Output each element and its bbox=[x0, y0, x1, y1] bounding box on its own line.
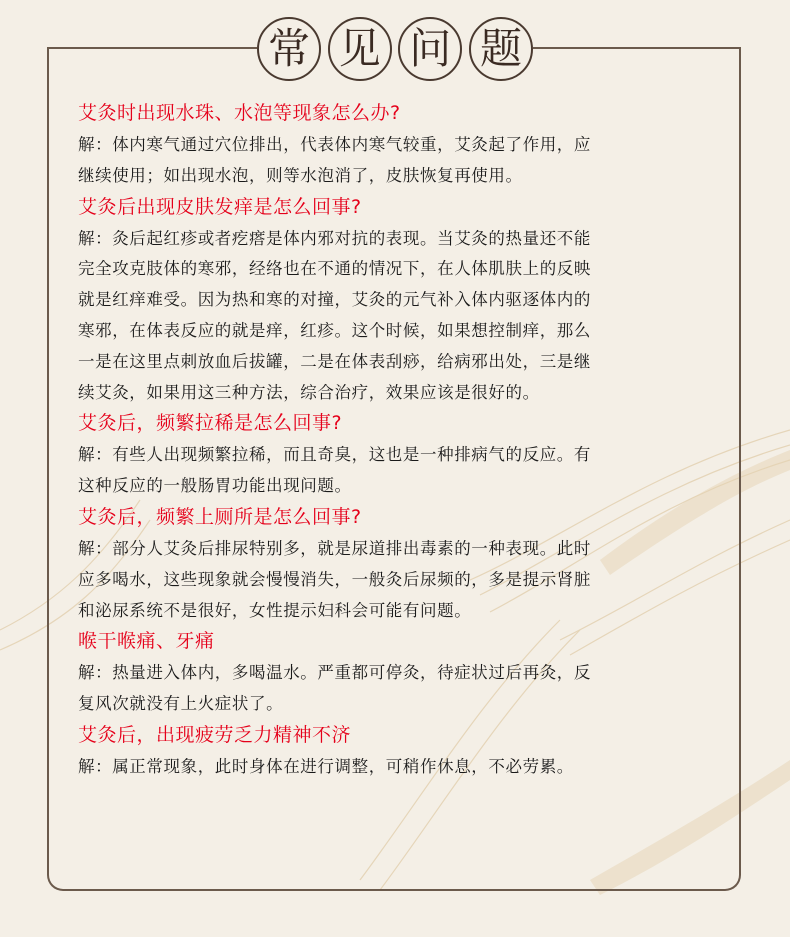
faq-list bbox=[78, 100, 724, 785]
title-char-circle: 问 bbox=[398, 17, 462, 81]
faq-answer: 解：部分人艾灸后排尿特别多，就是尿道排出毒素的一种表现。此时 应多喝水，这些现象就会慢慢消失，一般灸后尿频的，多是提示肾脏 和泌尿系统不是很好，女性提示妇科会可能有问题。 bbox=[78, 538, 591, 620]
faq-answer: 解：灸后起红疹或者疙瘩是体内邪对抗的表现。当艾灸的热量还不能 完全攻克肢体的寒邪，经络也在不通的情况下，在人体肌肤上的反映 就是红痒难受。因为热和寒的对撞，艾灸的元气补入体内驱逐体内的 寒邪，在体表反应的就是痒，红疹。这个时候，如果想控制痒，那么 一是在这里点刺放血后拔罐，二是在体表刮痧，给病邪出处，三是继 续艾灸，如果用这三种方法，综合治疗，效果应该是很好的。 bbox=[78, 228, 591, 402]
faq-question: 艾灸后，出现疲劳乏力精神不济 bbox=[78, 723, 352, 746]
faq-answer: 解：属正常现象，此时身体在进行调整，可稍作休息，不必劳累。 bbox=[78, 756, 574, 776]
faq-item bbox=[78, 628, 724, 720]
page-title bbox=[257, 14, 533, 84]
faq-question: 艾灸后，频繁拉稀是怎么回事? bbox=[78, 412, 343, 435]
frame-top-border-left bbox=[47, 47, 257, 49]
title-char-circle: 见 bbox=[328, 17, 392, 81]
title-char-circle: 题 bbox=[469, 17, 533, 81]
faq-answer: 解：热量进入体内，多喝温水。严重都可停灸，待症状过后再灸，反 复风次就没有上火症状了。 bbox=[78, 663, 591, 714]
faq-question: 艾灸时出现水珠、水泡等现象怎么办? bbox=[78, 102, 401, 124]
faq-item bbox=[78, 410, 724, 502]
faq-question: 艾灸后，频繁上厕所是怎么回事? bbox=[78, 505, 362, 528]
faq-item bbox=[78, 100, 724, 192]
faq-item bbox=[78, 194, 724, 409]
faq-answer: 解：体内寒气通过穴位排出，代表体内寒气较重，艾灸起了作用，应 继续使用；如出现水泡，则等水泡消了，皮肤恢复再使用。 bbox=[78, 135, 591, 185]
faq-item bbox=[78, 722, 724, 783]
title-char-circle: 常 bbox=[257, 17, 321, 81]
faq-answer: 解：有些人出现频繁拉稀，而且奇臭，这也是一种排病气的反应。有 这种反应的一般肠胃功能出现问题。 bbox=[78, 445, 591, 496]
frame-top-border-right bbox=[533, 47, 741, 49]
faq-question: 艾灸后出现皮肤发痒是怎么回事? bbox=[78, 195, 362, 218]
faq-item bbox=[78, 504, 724, 626]
faq-question: 喉干喉痛、牙痛 bbox=[78, 630, 215, 653]
